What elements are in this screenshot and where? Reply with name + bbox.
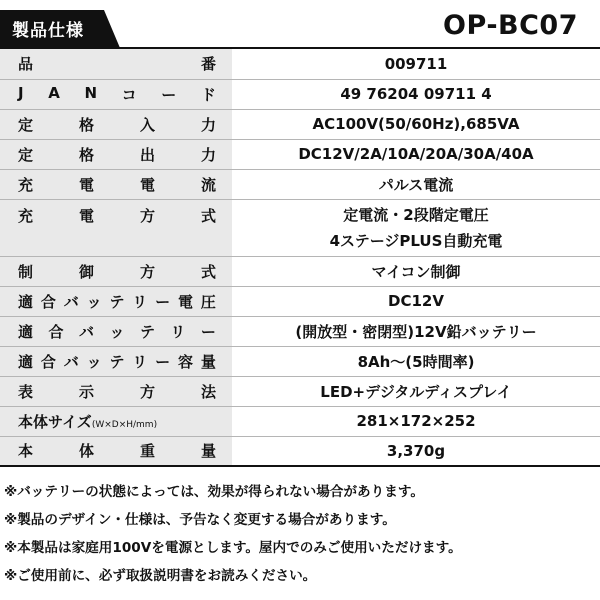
label-char: 合 [40, 352, 56, 371]
note-item: ※ご使用前に、必ず取扱説明書をお読みください。 [4, 568, 317, 584]
label-char: 示 [78, 382, 94, 401]
label-char: ッ [86, 292, 102, 311]
spec-row-battery-capacity [0, 346, 600, 376]
spec-header-tab [0, 10, 120, 48]
label-char: 法 [200, 382, 216, 401]
label-char: 力 [200, 115, 216, 134]
label-char: 適 [18, 292, 34, 311]
spec-label [0, 316, 232, 346]
spec-row-display-method [0, 376, 600, 406]
label-char: 式 [200, 262, 216, 281]
spec-label-text [18, 53, 216, 74]
spec-label [0, 286, 232, 316]
spec-label-text [18, 321, 216, 342]
label-char: ー [161, 85, 177, 104]
spec-label-text [18, 205, 216, 226]
label-char: 充 [18, 175, 34, 194]
spec-label-unit: (W×D×H/mm) [91, 419, 158, 430]
spec-label-text [18, 291, 216, 312]
spec-label-text [18, 351, 216, 372]
model-number: OP-BC07 [443, 10, 578, 41]
note-item: ※本製品は家庭用100Vを電源とします。屋内でのみご使用いただけます。 [4, 540, 462, 556]
label-char: 電 [178, 292, 194, 311]
spec-value: マイコン制御 [232, 256, 600, 286]
label-char: テ [139, 322, 155, 341]
label-char: 出 [139, 145, 155, 164]
note-item: ※製品のデザイン・仕様は、予告なく変更する場合があります。 [4, 512, 396, 528]
spec-row-battery-voltage [0, 286, 600, 316]
label-char: 合 [48, 322, 64, 341]
label-char: ッ [86, 352, 102, 371]
spec-value: 49 76204 09711 4 [232, 79, 600, 109]
spec-label-text [18, 440, 216, 461]
spec-value: 3,370g [232, 436, 600, 466]
label-char: 方 [139, 206, 155, 225]
spec-table [0, 49, 600, 467]
label-char: ー [155, 292, 171, 311]
label-char: バ [63, 352, 79, 371]
spec-label [0, 109, 232, 139]
spec-row-charge-current [0, 169, 600, 199]
spec-header [0, 0, 600, 48]
spec-label [0, 49, 232, 79]
spec-row-control-method [0, 256, 600, 286]
spec-row-jan-code [0, 79, 600, 109]
label-char: バ [63, 292, 79, 311]
label-char: 重 [139, 442, 155, 461]
spec-value: 281×172×252 [232, 406, 600, 436]
label-char: 電 [139, 175, 155, 194]
spec-label [0, 256, 232, 286]
spec-label-text [18, 144, 216, 165]
spec-value: 8Ah〜(5時間率) [232, 346, 600, 376]
label-char: 定 [18, 115, 34, 134]
label-char: ッ [109, 322, 125, 341]
spec-value: AC100V(50/60Hz),685VA [232, 109, 600, 139]
label-char: 圧 [200, 292, 216, 311]
spec-label-text: 本体サイズ [18, 412, 92, 431]
label-char: 格 [78, 145, 94, 164]
label-char: 合 [40, 292, 56, 311]
label-char: 流 [200, 175, 216, 194]
spec-value: DC12V [232, 286, 600, 316]
spec-value: 009711 [232, 49, 600, 79]
spec-label [0, 79, 232, 109]
label-char: 力 [200, 145, 216, 164]
label-char: ー [155, 352, 171, 371]
label-char: 電 [78, 206, 94, 225]
spec-row-product-number [0, 49, 600, 79]
spec-row-rated-input [0, 109, 600, 139]
spec-value: LED+デジタルディスプレイ [232, 376, 600, 406]
spec-row-compatible-battery [0, 316, 600, 346]
spec-row-body-size [0, 406, 600, 436]
spec-value: パルス電流 [232, 169, 600, 199]
label-char: 本 [18, 442, 34, 461]
label-char: リ [132, 292, 148, 311]
label-char: 電 [78, 175, 94, 194]
label-char: 入 [139, 115, 155, 134]
label-char: リ [132, 352, 148, 371]
label-char: ー [200, 322, 216, 341]
spec-label [0, 436, 232, 466]
spec-row-body-weight [0, 436, 600, 466]
label-char: 適 [18, 322, 34, 341]
label-char: 方 [139, 382, 155, 401]
label-char: コ [121, 85, 137, 104]
spec-row-charge-method [0, 199, 600, 256]
label-char: 品 [18, 55, 34, 74]
label-char: J [18, 83, 24, 102]
label-char: ド [200, 85, 216, 104]
label-char: テ [109, 292, 125, 311]
label-char: 充 [18, 206, 34, 225]
label-char: リ [170, 322, 186, 341]
spec-label-text [18, 84, 216, 105]
label-char: 御 [78, 262, 94, 281]
spec-value: DC12V/2A/10A/20A/30A/40A [232, 139, 600, 169]
spec-row-rated-output [0, 139, 600, 169]
spec-label-text [18, 261, 216, 282]
label-char: バ [78, 322, 94, 341]
label-char: N [84, 83, 98, 102]
spec-label-text [18, 381, 216, 402]
spec-label [0, 346, 232, 376]
label-char: 適 [18, 352, 34, 371]
spec-label [0, 376, 232, 406]
note-item: ※バッテリーの状態によっては、効果が得られない場合があります。 [4, 484, 424, 500]
label-char: 体 [78, 442, 94, 461]
spec-label [0, 139, 232, 169]
label-char: 式 [200, 206, 216, 225]
spec-label [0, 169, 232, 199]
label-char: 量 [200, 352, 216, 371]
label-char: 定 [18, 145, 34, 164]
spec-label [0, 199, 232, 256]
spec-value: (開放型・密閉型)12V鉛バッテリー [232, 316, 600, 346]
label-char: テ [109, 352, 125, 371]
label-char: 容 [178, 352, 194, 371]
label-char: 番 [200, 55, 216, 74]
label-char: 制 [18, 262, 34, 281]
spec-value [232, 199, 600, 256]
spec-value-line: 4ステージPLUS自動充電 [329, 231, 503, 250]
label-char: 量 [200, 442, 216, 461]
notes-section [4, 478, 600, 590]
spec-value-line: 定電流・2段階定電圧 [343, 205, 489, 224]
label-char: 方 [139, 262, 155, 281]
spec-label [0, 406, 232, 436]
label-char: 表 [18, 382, 34, 401]
label-char: 格 [78, 115, 94, 134]
spec-label-text [18, 114, 216, 135]
label-char: A [48, 83, 60, 102]
spec-label-text [18, 174, 216, 195]
spec-section-title: 製品仕様 [12, 21, 84, 41]
